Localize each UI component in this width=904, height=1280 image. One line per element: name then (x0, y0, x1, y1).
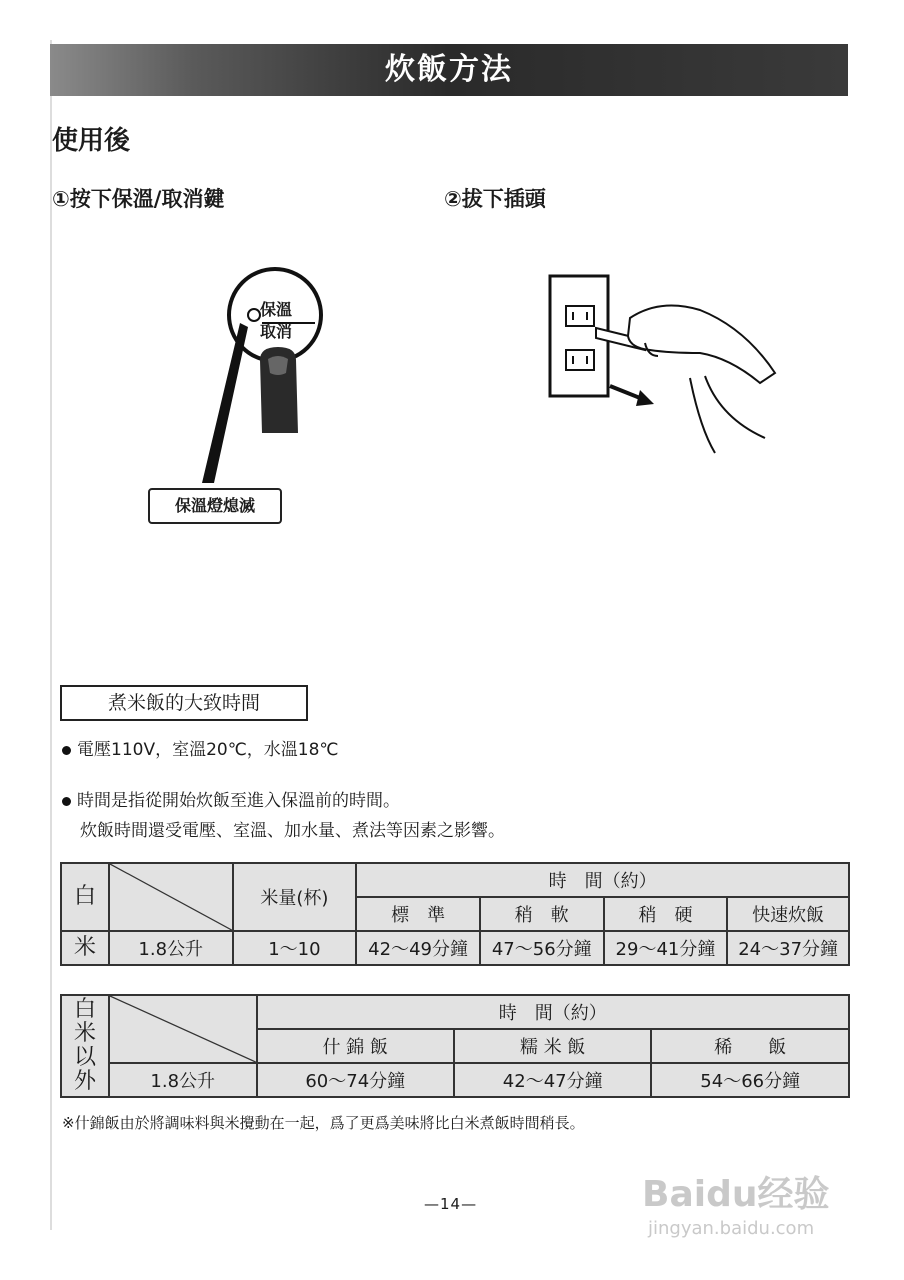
hand-unplug-drawing (530, 258, 790, 468)
time-porridge: 54～66分鐘 (651, 1063, 849, 1097)
col-glutinous-rice: 糯 米 飯 (454, 1029, 651, 1063)
bullet-time-note-line2: 炊飯時間還受電壓、室溫、加水量、煮法等因素之影響。 (80, 821, 505, 841)
capacity-cell: 1.8公升 (109, 1063, 257, 1097)
time-quick: 24～37分鐘 (727, 931, 849, 965)
time-standard: 42～49分鐘 (356, 931, 480, 965)
amount-cell: 1～10 (233, 931, 357, 965)
step-1-heading: ①按下保溫/取消鍵 (52, 187, 225, 211)
outlet-socket-top (566, 306, 594, 326)
bullet-conditions (62, 735, 339, 765)
other-rice-label (61, 995, 109, 1097)
step-2-heading: ②拔下插頭 (444, 187, 546, 211)
time-header: 時 間（約） (356, 863, 849, 897)
white-rice-table (60, 862, 850, 966)
col-porridge: 稀 飯 (651, 1029, 849, 1063)
button-label-keep-warm: 保溫 (260, 300, 293, 319)
page-title: 炊飯方法 (50, 44, 848, 96)
time-hard: 29～41分鐘 (604, 931, 728, 965)
bullet-time-note-line1: 時間是指從開始炊飯至進入保溫前的時間。 (77, 791, 400, 811)
watermark-url: jingyan.baidu.com (648, 1218, 815, 1239)
rice-time-heading: 煮米飯的大致時間 (60, 685, 308, 721)
other-rice-label-char: 米 (73, 1021, 96, 1046)
col-hard: 稍 硬 (604, 897, 728, 931)
capacity-cell: 1.8公升 (109, 931, 233, 965)
footnote: ※什錦飯由於將調味料與米攪動在一起，爲了更爲美味將比白米煮飯時間稍長。 (62, 1114, 585, 1132)
time-header: 時 間（約） (257, 995, 849, 1029)
keep-warm-lamp (248, 309, 260, 321)
bullet-conditions-text: 電壓110V，室溫20℃，水溫18℃ (77, 740, 339, 760)
time-soft: 47～56分鐘 (480, 931, 604, 965)
page-number: —14— (424, 1195, 478, 1213)
col-quick: 快速炊飯 (727, 897, 849, 931)
button-label-cancel: 取消 (260, 322, 293, 341)
col-mixed-rice: 什 錦 飯 (257, 1029, 454, 1063)
bullet-dot (62, 746, 71, 755)
bullet-time-note (62, 786, 505, 846)
time-glutinous-rice: 42～47分鐘 (454, 1063, 651, 1097)
lamp-off-label: 保溫燈熄滅 (148, 488, 282, 524)
time-mixed-rice: 60～74分鐘 (257, 1063, 454, 1097)
other-rice-label-char: 外 (73, 1069, 96, 1094)
outlet-socket-bottom (566, 350, 594, 370)
watermark (642, 1148, 852, 1258)
white-rice-label-top: 白 (61, 863, 109, 931)
bullet-dot (62, 797, 71, 806)
diagonal-header-cell (109, 863, 233, 931)
white-rice-label-bottom: 米 (61, 931, 109, 965)
rice-amount-header: 米量(杯) (233, 863, 357, 931)
other-rice-label-char: 白 (73, 997, 96, 1022)
section-heading: 使用後 (52, 126, 131, 156)
unplug-illustration (530, 258, 790, 468)
diagonal-header-cell (109, 995, 257, 1063)
other-rice-table (60, 994, 850, 1098)
col-standard: 標 準 (356, 897, 480, 931)
other-rice-label-char: 以 (73, 1045, 96, 1070)
watermark-logo: Baidu经验 (642, 1174, 830, 1215)
col-soft: 稍 軟 (480, 897, 604, 931)
